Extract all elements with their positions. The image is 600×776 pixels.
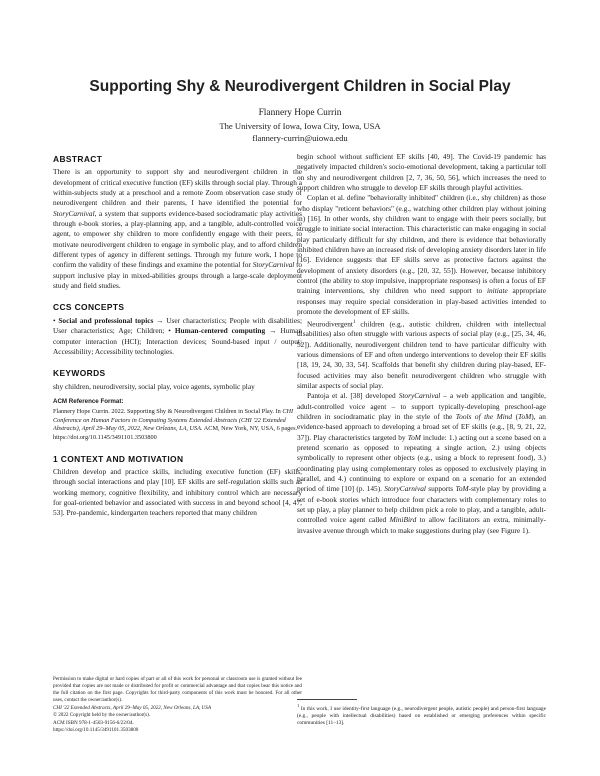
author-email: flannery-currin@uiowa.edu bbox=[252, 133, 348, 143]
permission-block bbox=[53, 676, 302, 734]
keywords-heading: KEYWORDS bbox=[53, 368, 106, 379]
ccs-text: • Social and professional topics → User characteristics; People with disabilities; User characteristics; Age; Children; • Human-centered computing → Human computer interaction (HCI); Interaction devices; Sound-based input / output; Accessibility; Accessibility technologies. bbox=[53, 315, 302, 356]
keywords-text: shy children, neurodiversity, social play, voice agents, symbolic play bbox=[53, 381, 255, 391]
ccs-heading: CCS CONCEPTS bbox=[53, 302, 125, 313]
paragraph-continued: begin school without sufficient EF skills [40, 49]. The Covid-19 pandemic has negatively impacted children's socio-emotional development, taking a particular toll on shy and neurodivergent children [2, 7, 36, 50, 56], which increases the need to support children who struggle to develop EF skills through playful activities. bbox=[297, 152, 546, 193]
permission-text: Permission to make digital or hard copies of part or all of this work for personal or classroom use is granted without fee provided that copies are not made or distributed for profit or commercial advantage and that copies bear this notice and the full citation on the first page. Copyrights for third-party components of this work must be honored. For all other uses, contact the owner/author(s). bbox=[53, 676, 302, 704]
paragraph-shy-children: Coplan et al. define "behaviorally inhibited" children (i.e., shy children) as those who display "reticent behaviors" (e.g., watching other children play without joining in) [16]. In other words, shy children want to engage with their peers socially, but struggle to initiate social interaction. This characteristic can make engaging in social play particularly difficult for shy children, and there is evidence that behaviorally inhibited children have an increased risk of developing anxiety disorders later in life [16]. Evidence suggests that EF skills serve as protective factors against the development of anxiety disorders (e.g., [20, 32, 55]). However, because inhibitory control (the ability to stop impulsive, inappropriate responses) is often a focus of EF training interventions, shy children who need support to initiate appropriate responses may require special consideration in play-based activities intended to promote the development of EF skills. bbox=[297, 193, 546, 317]
venue-line: CHI '22 Extended Abstracts, April 29–May 05, 2022, New Orleans, LA, USA bbox=[53, 705, 211, 712]
footnote-marker: 1 bbox=[352, 319, 356, 325]
isbn-line: ACM ISBN 978-1-4503-9156-6/22/04. bbox=[53, 719, 134, 726]
reference-format-heading: ACM Reference Format: bbox=[53, 397, 124, 405]
paper-title: Supporting Shy & Neurodivergent Children in Social Play bbox=[89, 78, 511, 95]
doi-line: https://doi.org/10.1145/3491101.3503800 bbox=[53, 726, 139, 733]
right-column bbox=[297, 152, 546, 536]
paragraph-storycarnival: Pantoja et al. [38] developed StoryCarnival – a web application and tangible, adult-controlled voice agent – to support typically-developing preschool-age children in sociodramatic play in the style of the Tools of the Mind (ToM), an evidence-based approach to developing a broad set of EF skills (e.g., [8, 9, 21, 22, 37]). Play characteristics targeted by ToM include: 1.) acting out a scene based on a pretend scenario as opposed to repeating a single action, 2.) using objects symbolically to represent other objects (e.g., using a block to represent food), 3.) coordinating play using complementary roles as opposed to exclusively playing in parallel, and 4.) continuing to explore or expand on a scenario for an extended period of time [10] (p. 145). StoryCarnival supports ToM-style play by providing a set of e-book stories which introduce four characters with complementary roles to set up play, a play planner to help children pick a role to play, and a tangible, adult-controlled voice agent called MiniBird to allow facilitators an extra, minimally-invasive avenue through which to make suggestions during play (see Figure 1). bbox=[297, 391, 547, 535]
abstract-heading: ABSTRACT bbox=[53, 154, 103, 164]
author-name: Flannery Hope Currin bbox=[258, 108, 342, 118]
paragraph-neurodivergent: Neurodivergent$^1$ children (e.g., autistic children, children with intellectual disabilities) also often struggle with various aspects of social play (e.g., [25, 34, 46, 52]). Additionally, neurodivergent children tend to have particular difficulty with various dimensions of EF and often undergo interventions to develop their EF skills [18, 19, 24, 30, 33, 54]. Scaffolds that benefit shy children during play-based, EF-focused activities may also benefit neurodivergent children who struggle with similar aspects of social play. bbox=[297, 318, 546, 390]
reference-format-text: Flannery Hope Currin. 2022. Supporting Shy & Neurodivergent Children in Social Play. In CHI Conference on Human Factors in Computing Systems Extended Abstracts (CHI '22 Extended Abstracts), April 29–May 05, 2022, New Orleans, LA, USA. ACM, New York, NY, USA, 6 pages. https://doi.org/10.1145/3491101.3503800 bbox=[53, 408, 298, 441]
section-1-heading: 1 CONTEXT AND MOTIVATION bbox=[53, 453, 184, 464]
copyright-line: © 2022 Copyright held by the owner/author(s). bbox=[53, 712, 151, 719]
left-column bbox=[53, 152, 302, 519]
footnote-rule bbox=[297, 699, 357, 700]
section-1-paragraph: Children develop and practice skills, including executive function (EF) skills, through social interactions and play [10]. EF skills are self-regulation skills such as working memory, cognitive flexibility, and inhibitory control which are necessary for goal-oriented behavior and associated with success in and beyond school [4, 47, 53]. Pre-pandemic, kindergarten teachers reported that many children bbox=[53, 466, 302, 518]
abstract-text: There is an opportunity to support shy and neurodivergent children in the development of critical executive function (EF) skills through social play. Through a within-subjects study at a preschool and a remote Zoom observation case study of neurodivergent children and their parents, I have identified the potential for StoryCarnival, a system that supports evidence-based sociodramatic play activities through e-book stories, a play-planning app, and a tangible, adult-controlled voice agent, to empower shy children to more confidently engage with their peers, to motivate neurodivergent children to engage in symbolic play, and to afford children different types of agency in different settings. Through my future work, I hope to confirm the validity of these findings and examine the potential for StoryCarnival to support inclusive play in mixed-abilities groups through a large-scale deployment study and field studies. bbox=[53, 167, 302, 291]
author-affiliation: The University of Iowa, Iowa City, Iowa, USA bbox=[219, 121, 381, 131]
footnote: $^1$ In this work, I use identity-first language (e.g., neurodivergent people, autistic people) and person-first language (e.g., people with intellectual disabilities) based on established or emerging preferences within specific communities [11–13]. bbox=[297, 703, 546, 727]
